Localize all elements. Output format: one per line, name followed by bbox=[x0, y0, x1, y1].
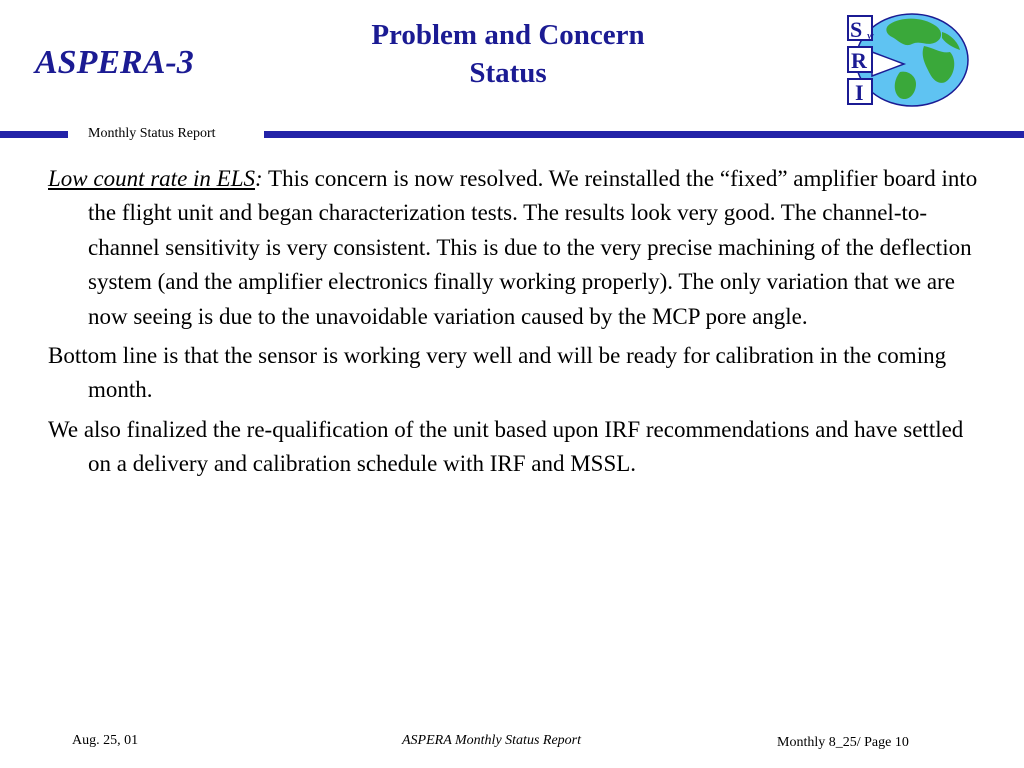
header-rule-right bbox=[264, 131, 1024, 138]
page-title-line-1: Problem and Concern bbox=[371, 19, 645, 51]
header-subtitle: Monthly Status Report bbox=[88, 126, 216, 141]
logo-letter-i: I bbox=[855, 80, 864, 105]
footer-date: Aug. 25, 01 bbox=[72, 733, 139, 748]
paragraph-topic-colon: : bbox=[255, 166, 263, 191]
brand-title: ASPERA-3 bbox=[35, 44, 194, 81]
paragraph-bottom-line: Bottom line is that the sensor is working very well and will be ready for calibration in the coming month. bbox=[48, 343, 947, 403]
page-title bbox=[338, 16, 678, 92]
logo-letter-w: W bbox=[867, 33, 874, 41]
paragraph-requalification: We also finalized the re-qualification of the unit based upon IRF recommendations and have settled on a delivery and calibration schedule with IRF and MSSL. bbox=[48, 416, 964, 477]
header-rule-left bbox=[0, 131, 68, 138]
paragraph-low-count-rate bbox=[48, 162, 988, 334]
paragraph-text: This concern is now resolved. We reinstalled the “fixed” amplifier board into the flight unit and began characterization tests. The results look very good. The channel-to-channel sensitivity is very consistent. This is due to the very precise machining of the deflection system (and the amplifier electronics finally working properly). The only variation that we are now seeing is due to the unavoidable variation caused by the MCP pore angle. bbox=[88, 166, 978, 329]
logo-letter-r: R bbox=[851, 48, 867, 73]
footer-report-title: ASPERA Monthly Status Report bbox=[402, 733, 581, 748]
swri-logo bbox=[838, 10, 970, 110]
footer-page-number: Monthly 8_25/ Page 10 bbox=[777, 735, 909, 750]
paragraph-topic: Low count rate in ELS bbox=[48, 166, 256, 191]
page-title-line-2: Status bbox=[469, 57, 547, 89]
logo-letter-s: S bbox=[850, 17, 863, 42]
body-content bbox=[48, 162, 988, 487]
